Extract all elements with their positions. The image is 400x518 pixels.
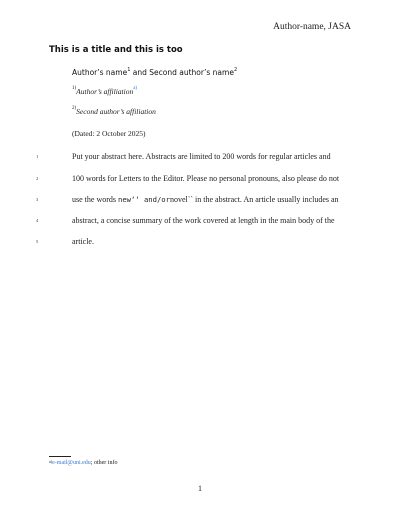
abstract-line <box>72 195 339 204</box>
line-number: 1 <box>36 154 39 159</box>
footnote-mark: a) <box>49 459 53 464</box>
line-number: 4 <box>36 218 39 223</box>
author-connector: and <box>130 68 150 77</box>
abstract-line: abstract, a concise summary of the work covered at length in the main body of the <box>72 216 335 225</box>
first-author-affil-mark: 1 <box>127 67 131 73</box>
affiliation-1-mark: 1) <box>72 86 77 91</box>
affiliation-1 <box>72 87 137 96</box>
affiliation-2-mark: 2) <box>72 106 77 111</box>
footnote-text: ; other info <box>90 460 118 466</box>
date-line: (Dated: 2 October 2025) <box>72 129 146 138</box>
line-number: 2 <box>36 176 39 181</box>
line-number: 5 <box>36 239 39 244</box>
abstract-text: use the words <box>72 195 118 204</box>
email-link[interactable]: e-mail@uni.edu <box>52 460 91 466</box>
second-author-affil-mark: 2 <box>233 67 238 73</box>
abstract-line: 100 words for Letters to the Editor. Please no personal pronouns, also please do not <box>72 174 340 183</box>
first-author: Author’s name <box>72 68 128 77</box>
paper-title: This is a title and this is too <box>49 45 183 55</box>
abstract-line: article. <box>72 237 94 246</box>
affiliation-2 <box>72 107 156 116</box>
footnote <box>49 460 117 466</box>
footnote-rule <box>49 456 71 457</box>
abstract-text: novel`` in the abstract. An article usually includes an <box>169 195 339 204</box>
footnote-link[interactable]: a) <box>133 86 138 91</box>
running-head: Author-name, JASA <box>273 22 351 32</box>
affiliation-1-text: Author’s affiliation <box>76 87 134 96</box>
second-author: Second author’s name <box>149 68 234 77</box>
affiliation-2-text: Second author’s affiliation <box>76 107 156 116</box>
abstract-code-text: new‘‘ and/or <box>118 195 170 204</box>
abstract-line: Put your abstract here. Abstracts are limited to 200 words for regular articles and <box>72 152 331 161</box>
line-number: 3 <box>36 197 39 202</box>
author-list <box>72 68 237 77</box>
page-number: 1 <box>198 484 202 493</box>
